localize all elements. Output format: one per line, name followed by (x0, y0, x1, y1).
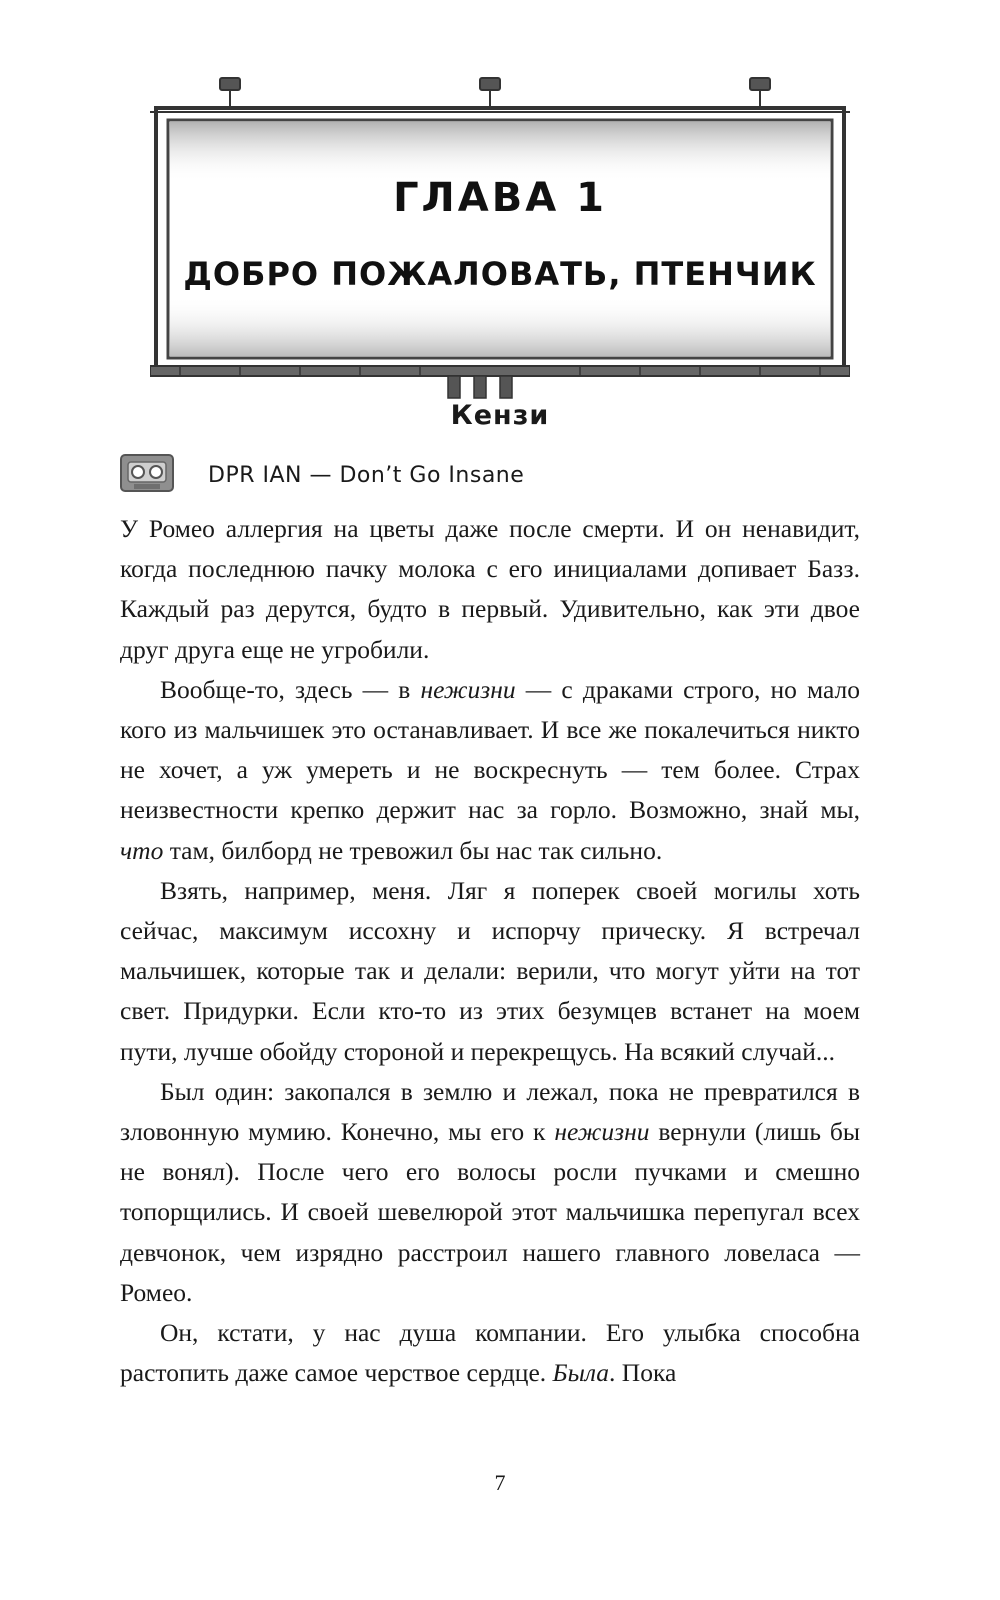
text-run: Вообще-то, здесь — в (160, 674, 421, 704)
paragraph (120, 871, 860, 1072)
song-line (120, 455, 524, 495)
text-run: — с драками строго, но мало кого из мальчишек это останавливает. И все же покалечиться никто не хочет, а уж умереть и не воскреснуть — тем более. Страх неизвестности крепко держит нас за горло. Возможно, знай мы, (120, 674, 860, 825)
italic-text: Была (552, 1358, 610, 1388)
cassette-icon (120, 454, 174, 497)
page-number: 7 (494, 1470, 506, 1495)
billboard-supports (448, 376, 512, 398)
text-run: вернули (лишь бы не вонял). После чего его волосы росли пучками и смешно топорщились. И своей шевелюрой этот мальчишка перепугал всех девчонок, чем изрядно расстроил нашего главного ловеласа — Ромео. (120, 1117, 860, 1307)
chapter-number: ГЛАВА 1 (393, 175, 607, 221)
billboard-lamps (220, 78, 770, 108)
song-title: DPR IAN — Don’t Go Insane (208, 462, 525, 488)
text-run: Взять, например, меня. Ляг я поперек своей могилы хоть сейчас, максимум иссохну и испорчу прическу. Я встречал мальчишек, которые так и делали: верили, что могут уйти на тот свет. Придурки. Если кто-то из этих безумцев встанет на моем пути, лучше обойду стороной и перекрещусь. На всякий случай... (120, 875, 860, 1066)
paragraph (120, 1072, 860, 1313)
chapter-title: ДОБРО ПОЖАЛОВАТЬ, ПТЕНЧИК (183, 255, 817, 293)
text-run: там, билборд не тревожил бы нас так сильно. (163, 835, 663, 865)
text-run: Он, кстати, у нас душа компании. Его улыбка способна растопить даже самое черствое сердце. (120, 1318, 860, 1388)
narrator-name: Кензи (450, 400, 550, 431)
paragraph (120, 670, 860, 871)
paragraph (120, 1313, 860, 1393)
italic-text: что (120, 835, 164, 865)
billboard-illustration (150, 70, 850, 400)
text-run: У Ромео аллергия на цветы даже после смерти. И он ненавидит, когда последнюю пачку молока с его инициалами допивает Базз. Каждый раз дерутся, будто в первый. Удивительно, как эти двое друг друга еще не угробили. (120, 514, 860, 664)
chapter-text (120, 509, 860, 1393)
paragraph (120, 509, 860, 670)
italic-text: нежизни (554, 1117, 650, 1147)
text-run: . Пока (609, 1358, 677, 1388)
text-run: Был один: закопался в землю и лежал, пока не превратился в зловонную мумию. Конечно, мы его к (120, 1076, 860, 1147)
italic-text: нежизни (420, 674, 516, 704)
chapter-billboard (150, 70, 850, 400)
